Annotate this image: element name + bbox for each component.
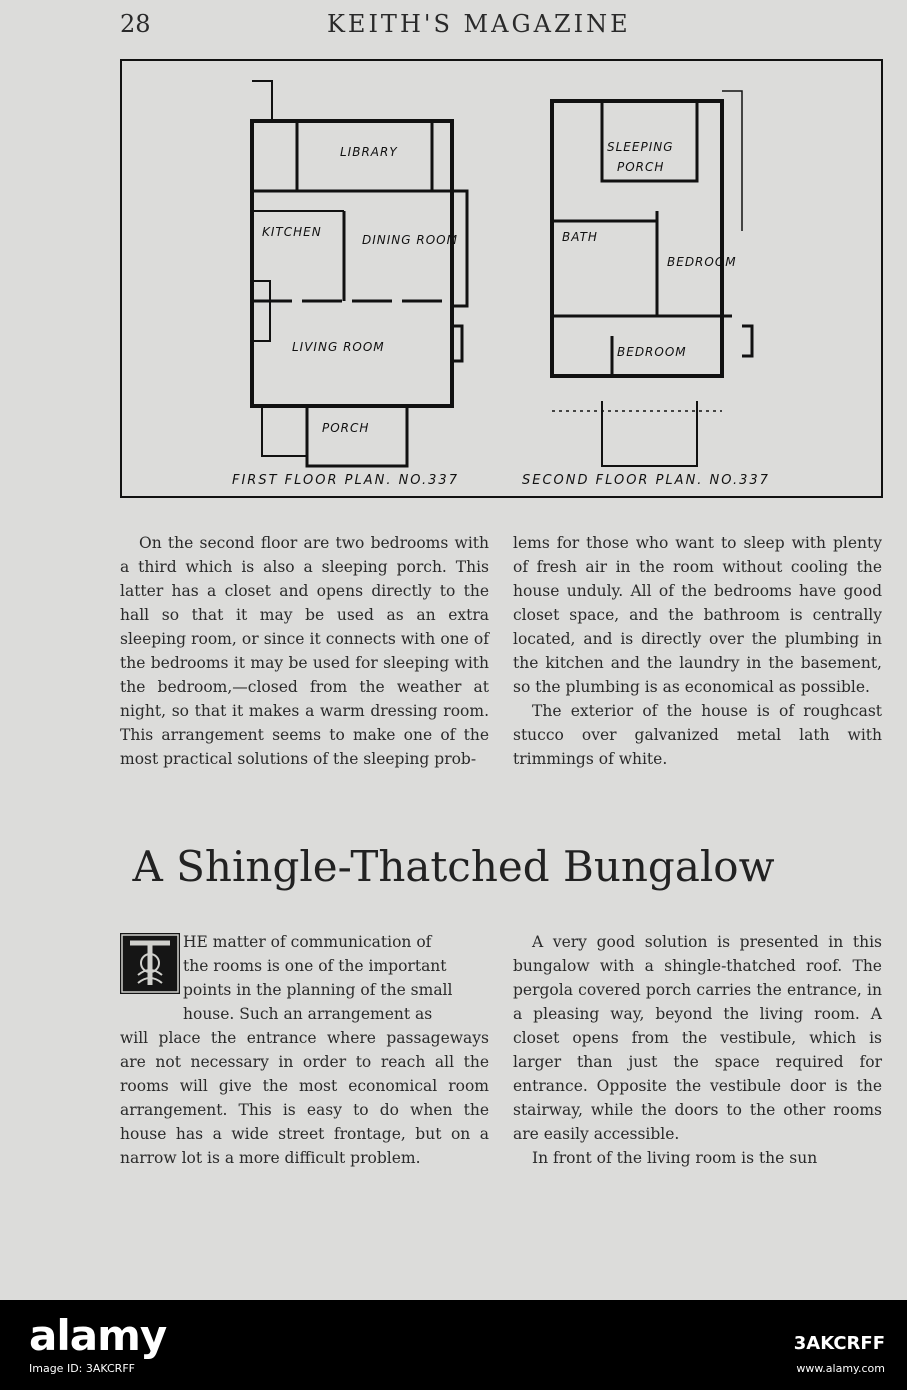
alamy-logo: alamy — [29, 1311, 167, 1360]
magazine-title: KEITH'S MAGAZINE — [327, 10, 631, 38]
first-floor-room-porch: PORCH — [322, 421, 370, 435]
stock-code: 3AKCRFF — [793, 1333, 885, 1354]
dropcap-line-4: house. Such an arrangement as — [183, 1005, 433, 1023]
page-number: 28 — [120, 10, 151, 38]
image-id-label: Image ID: 3AKCRFF — [29, 1362, 135, 1375]
first-floor-room-dining: DINING ROOM — [362, 233, 458, 247]
article-one-left-column — [120, 531, 489, 771]
article-one-right-column — [513, 531, 882, 771]
article-one-left-paragraph: On the second floor are two bedrooms with a third which is also a sleeping porch. This latter has a closet and opens directly to the hall so that it may be used as an extra sleeping room, or since it connects with one of the bedrooms it may be used for sleeping with the bedroom,—closed from the weather at night, so that it makes a warm dressing room. This arrangement seems to make one of the most practical solutions of the sleeping prob- — [120, 534, 489, 768]
second-floor-caption: SECOND FLOOR PLAN. NO.337 — [522, 473, 770, 488]
alamy-url: www.alamy.com — [796, 1362, 885, 1375]
first-floor-plan — [252, 81, 467, 466]
article-two-right-column — [513, 930, 882, 1170]
dropcap-line-2: the rooms is one of the important — [183, 957, 447, 975]
article-two-headline: A Shingle-Thatched Bungalow — [132, 842, 775, 891]
floor-plans-figure — [120, 59, 883, 498]
second-floor-room-bedroom-front: BEDROOM — [617, 345, 687, 359]
article-two-right-paragraph-1: A very good solution is presented in this bungalow with a shingle-thatched roof. The pergola covered porch carries the entrance, in a pleasing way, beyond the living room. A closet opens from the vestibule, which is larger than just the space required for entrance. Opposite the vestibule door is the stairway, while the doors to the other rooms are easily accessible. — [513, 933, 882, 1143]
first-floor-room-kitchen: KITCHEN — [262, 225, 322, 239]
first-floor-caption: FIRST FLOOR PLAN. NO.337 — [232, 473, 459, 488]
floor-plans-drawing — [122, 61, 885, 500]
article-two-left-column — [120, 930, 489, 1170]
second-floor-room-sleeping: SLEEPING — [607, 140, 674, 154]
dropcap-line-1: HE matter of communication of — [183, 933, 432, 951]
article-one-right-paragraph-2: The exterior of the house is of roughcast stucco over galvanized metal lath with trimmings of white. — [513, 702, 882, 768]
first-floor-room-library: LIBRARY — [340, 145, 398, 159]
article-one-right-paragraph-1: lems for those who want to sleep with plenty of fresh air in the room without cooling the house unduly. All of the bedrooms have good closet space, and the bathroom is centrally located, and is directly over the plumbing in the kitchen and the laundry in the basement, so the plumbing is as economical as possible. — [513, 534, 882, 696]
article-two-left-rest: will place the entrance where passageways are not necessary in order to reach all the rooms will give the most economical room arrangement. This is easy to do when the house has a wide street frontage, but on a narrow lot is a more difficult problem. — [120, 1029, 489, 1167]
second-floor-room-bath: BATH — [562, 230, 598, 244]
second-floor-room-sleeping-porch: PORCH — [617, 160, 665, 174]
second-floor-room-bedroom-right: BEDROOM — [667, 255, 737, 269]
article-two-right-paragraph-2: In front of the living room is the sun — [532, 1149, 818, 1167]
first-floor-room-living: LIVING ROOM — [292, 340, 385, 354]
dropcap-line-3: points in the planning of the small — [183, 981, 453, 999]
